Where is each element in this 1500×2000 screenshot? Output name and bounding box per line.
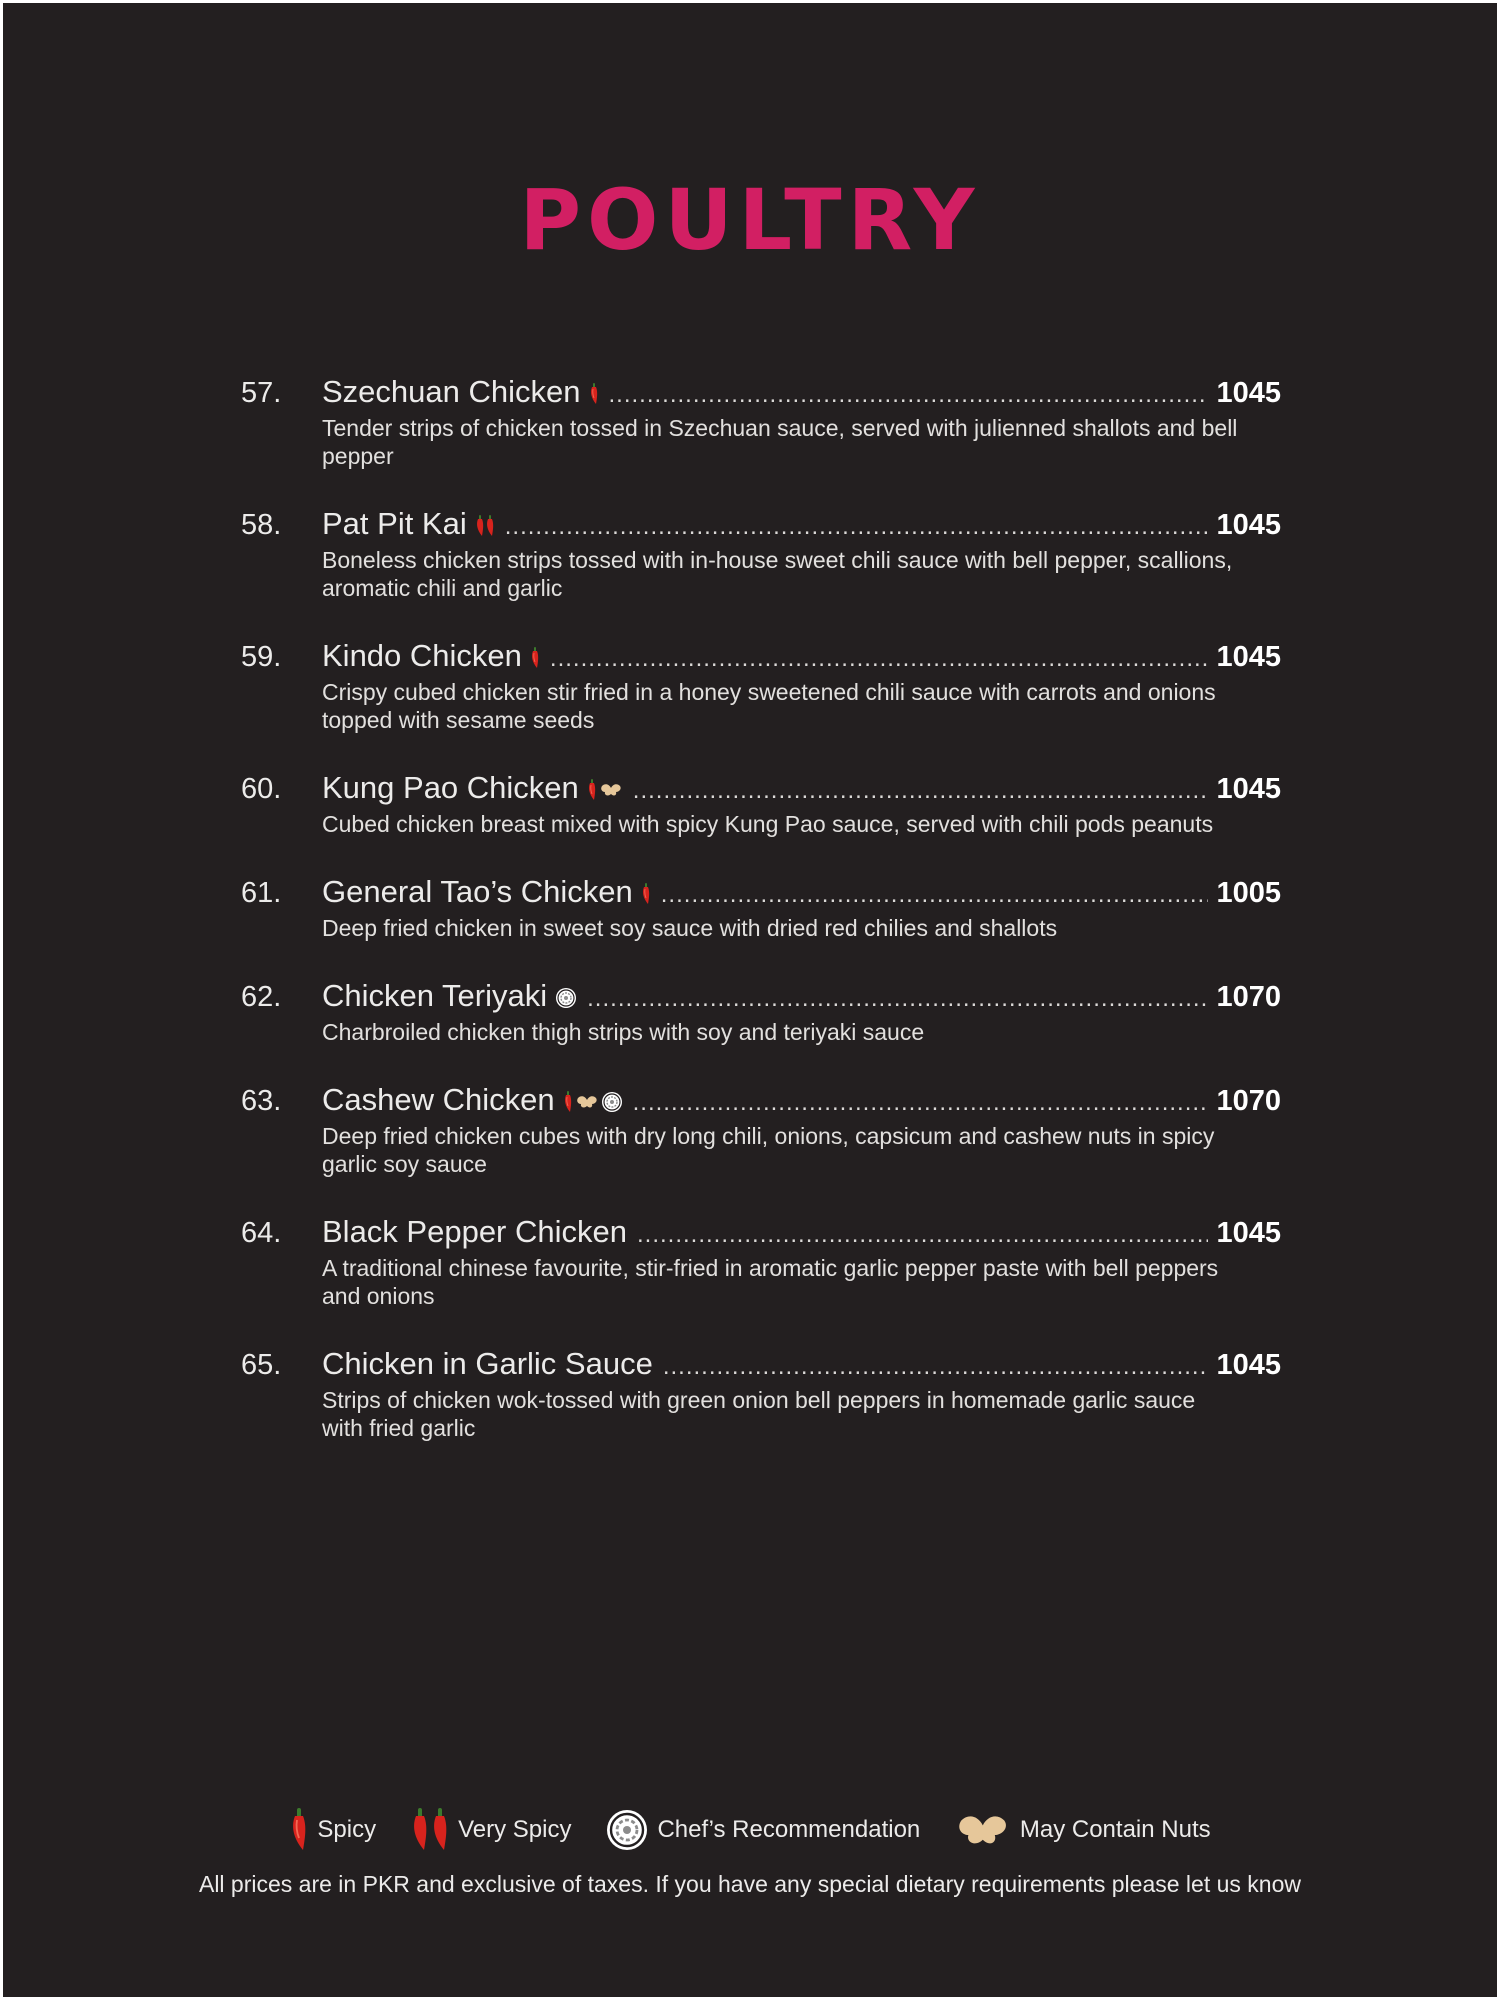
item-name: Chicken Teriyaki (322, 978, 548, 1013)
dot-leader (609, 381, 1209, 409)
menu-item (241, 1082, 1281, 1178)
menu-item (241, 770, 1281, 838)
chef-icon (605, 1808, 649, 1852)
price-footnote: All prices are in PKR and exclusive of taxes. If you have any special dietary requirements please let us know (198, 1871, 1301, 1897)
item-number: 57. (241, 377, 282, 409)
item-name: Kindo Chicken (322, 638, 522, 673)
section-title: POULTRY (519, 171, 981, 269)
legend-entry (954, 1811, 1210, 1849)
item-description: Charbroiled chicken thigh strips with soy and teriyaki sauce (322, 1019, 925, 1045)
item-number: 61. (241, 877, 282, 909)
item-icons (563, 1091, 623, 1113)
menu-item (241, 1214, 1281, 1310)
nut-icon (599, 782, 623, 798)
item-number: 62. (241, 981, 282, 1013)
menu-item-list (241, 374, 1281, 1478)
chili-icon (641, 883, 651, 905)
chef-icon (601, 1091, 623, 1113)
nut-icon (575, 1094, 599, 1110)
chili-icon (589, 383, 599, 405)
item-name: Cashew Chicken (322, 1082, 555, 1117)
item-name: Szechuan Chicken (322, 374, 581, 409)
item-description: Strips of chicken wok-tossed with green onion bell peppers in homemade garlic sauce with fried garlic (322, 1387, 1196, 1441)
menu-item (241, 874, 1281, 942)
icon-legend (3, 1808, 1497, 1852)
chili-icon (289, 1808, 309, 1852)
item-icons (589, 383, 599, 405)
nut-icon (954, 1811, 1012, 1849)
dot-leader (661, 881, 1209, 909)
dot-leader (633, 777, 1209, 805)
item-price: 1070 (1216, 981, 1281, 1013)
dot-leader (633, 1089, 1209, 1117)
menu-item-header (241, 770, 1281, 810)
legend-label: Chef’s Recommendation (657, 1816, 921, 1843)
item-number: 64. (241, 1217, 282, 1249)
menu-item-header (241, 1214, 1281, 1254)
dot-leader (550, 645, 1209, 673)
item-icons (587, 779, 623, 801)
menu-item-header (241, 638, 1281, 678)
chili-icon (587, 779, 597, 801)
item-price: 1045 (1216, 641, 1281, 673)
legend-label: Very Spicy (458, 1816, 572, 1843)
item-price: 1070 (1216, 1085, 1281, 1117)
dot-leader (663, 1353, 1209, 1381)
chili-icon (530, 647, 540, 669)
menu-item (241, 978, 1281, 1046)
menu-item-header (241, 978, 1281, 1018)
item-name: Black Pepper Chicken (322, 1214, 627, 1249)
item-description: Boneless chicken strips tossed with in-house sweet chili sauce with bell pepper, scallions, aromatic chili and garlic (322, 547, 1233, 601)
item-icons (475, 515, 495, 537)
legend-label: May Contain Nuts (1019, 1815, 1211, 1843)
double-chili-icon (410, 1808, 450, 1852)
item-description: Deep fried chicken cubes with dry long chili, onions, capsicum and cashew nuts in spicy garlic soy sauce (322, 1123, 1215, 1177)
menu-item-header (241, 374, 1281, 414)
item-name: Kung Pao Chicken (322, 770, 579, 805)
item-number: 63. (241, 1085, 282, 1117)
menu-item (241, 1346, 1281, 1442)
dot-leader (637, 1221, 1208, 1249)
legend-entry (410, 1808, 571, 1852)
chili-icon (563, 1091, 573, 1113)
menu-item (241, 638, 1281, 734)
menu-item-header (241, 1346, 1281, 1386)
item-number: 59. (241, 641, 282, 673)
item-number: 65. (241, 1349, 282, 1381)
double-chili-icon (475, 515, 495, 537)
item-description: Cubed chicken breast mixed with spicy Kung Pao sauce, served with chili pods peanuts (322, 811, 1214, 837)
item-icons (641, 883, 651, 905)
item-description: Deep fried chicken in sweet soy sauce with dried red chilies and shallots (322, 915, 1058, 941)
dot-leader (505, 513, 1209, 541)
legend-entry (605, 1808, 920, 1852)
item-price: 1045 (1216, 773, 1281, 805)
item-price: 1045 (1216, 509, 1281, 541)
chef-icon (555, 987, 577, 1009)
menu-item-header (241, 874, 1281, 914)
menu-item (241, 506, 1281, 602)
item-price: 1045 (1216, 377, 1281, 409)
legend-entry (289, 1808, 376, 1852)
item-price: 1045 (1216, 1349, 1281, 1381)
item-number: 58. (241, 509, 282, 541)
item-price: 1045 (1216, 1217, 1281, 1249)
item-name: Pat Pit Kai (322, 506, 467, 541)
menu-item-header (241, 506, 1281, 546)
item-description: Crispy cubed chicken stir fried in a honey sweetened chili sauce with carrots and onions topped with sesame seeds (322, 679, 1216, 733)
item-icons (555, 987, 577, 1009)
item-description: A traditional chinese favourite, stir-fried in aromatic garlic pepper paste with bell peppers and onions (322, 1255, 1219, 1309)
menu-item-header (241, 1082, 1281, 1122)
legend-label: Spicy (317, 1816, 377, 1843)
item-name: Chicken in Garlic Sauce (322, 1346, 653, 1381)
item-number: 60. (241, 773, 282, 805)
item-price: 1005 (1216, 877, 1281, 909)
item-description: Tender strips of chicken tossed in Szechuan sauce, served with julienned shallots and bell pepper (322, 415, 1238, 469)
item-icons (530, 647, 540, 669)
menu-page (3, 3, 1497, 1997)
dot-leader (587, 985, 1208, 1013)
menu-item (241, 374, 1281, 470)
item-name: General Tao’s Chicken (322, 874, 633, 909)
